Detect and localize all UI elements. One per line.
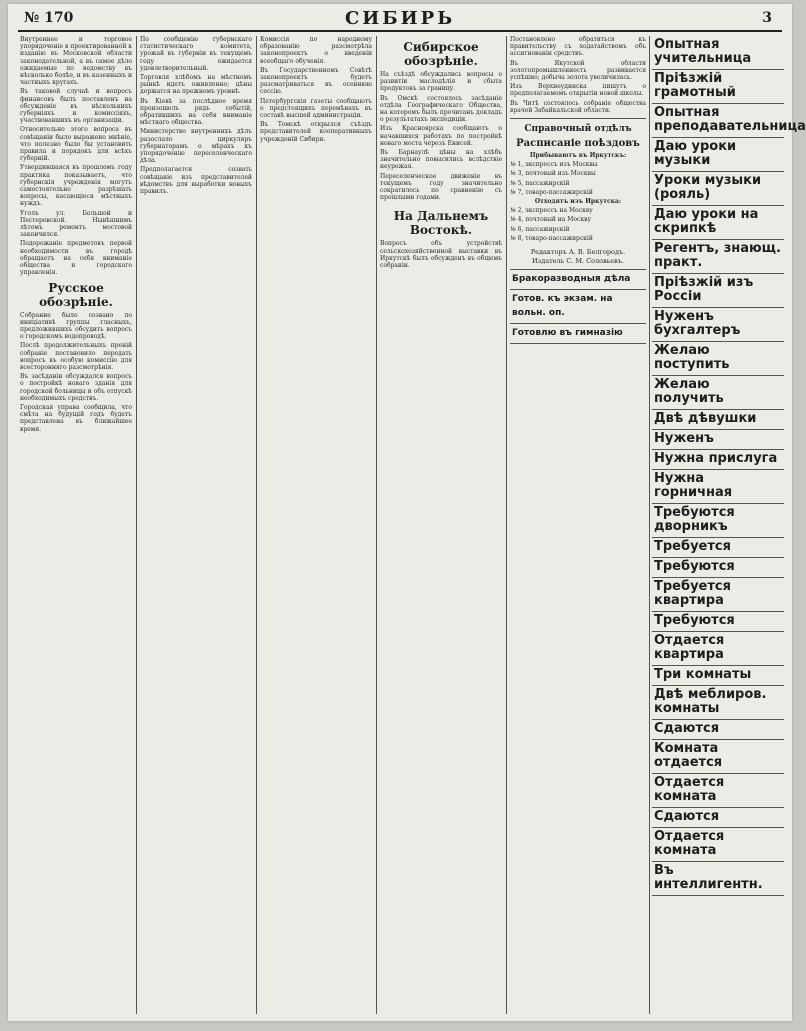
train-schedule-heading: Расписаніе поѣздовъ [516,138,640,150]
masthead [18,8,782,32]
classified-ad-title: Даю уроки музыки [654,139,737,168]
classified-ad-title: Отдается квартира [654,633,725,662]
bottom-ad [510,324,646,344]
column-1 [20,36,132,1014]
classified-ad-title: Сдаются [654,809,720,824]
classified-ad-title: Нужна прислуга [654,451,778,466]
classified-ad [652,632,784,666]
article-paragraph: По сообщенію губернскаго статистическаго комитета, урожай въ губерніи въ текущемъ году ожидается удовлетворительный. [140,36,252,72]
classified-ad-title: Комната отдается [654,741,723,770]
article-paragraph: Изъ Красноярска сообщаютъ о начавшихся работахъ по постройкѣ новаго моста черезъ Енисей. [380,125,502,147]
classified-ad-title: Отдается комната [654,829,725,858]
schedule-row: № 8, товаро-пассажирскій [510,234,593,242]
classified-ad [652,308,784,342]
article-paragraph: Комиссія по народному образованію разсмотрѣла законопроектъ о введеніи всеобщаго обученія. [260,36,372,65]
classified-ad [652,686,784,720]
reference-section [510,118,646,265]
classified-ad-title: Сдаются [654,721,720,736]
section-heading-russian-review: Русское обозрѣніе. [39,280,113,309]
column-5 [510,36,646,1014]
classified-ad [652,578,784,612]
classified-ad [652,36,784,70]
article-paragraph: Относительно этого вопроса въ совѣщаніи было выражено мнѣніе, что полезно было бы установить правила и порядокъ для всѣхъ губерній. [20,126,132,163]
article-paragraph: Изъ Верхнеудинска пишутъ о предполагаемомъ открытіи новой школы. [510,83,646,98]
article-paragraph: Въ Барнаулѣ цѣны на хлѣбъ значительно повысились вслѣдствіе неурожая. [380,149,502,171]
classified-ad-title: Въ интеллигентн. [654,863,763,892]
schedule-row: № 1, экспрессъ изъ Москвы [510,161,598,169]
classified-ad-title: Опытная преподавательница [654,105,806,134]
bottom-ad [510,270,646,290]
article-paragraph: Уголъ ул. Большой и Пестеревской. Нынѣшнимъ лѣтомъ ремонтъ мостовой закончился. [20,209,132,239]
classified-ad-title: Нужна горничная [654,471,733,500]
section-heading-far-east: На Дальнемъ Востокѣ. [393,209,489,238]
classified-ad-title: Регентъ, знающ. практ. [654,241,781,270]
newspaper-title: СИБИРЬ [344,8,456,29]
column-rule [506,36,507,1014]
classified-ad-title: Отдается комната [654,775,725,804]
classified-ad-title: Даю уроки на скрипкѣ [654,207,759,236]
classified-ad [652,828,784,862]
classified-ad [652,470,784,504]
column-rule [376,36,377,1014]
classified-ad [652,104,806,138]
article-paragraph: Петербургскія газеты сообщаютъ о предстоящихъ перемѣнахъ въ составѣ высшей администраціи. [260,97,372,120]
classified-ad [652,666,784,686]
classified-ad [652,410,784,430]
article-paragraph: Вопросъ объ устройствѣ сельскохозяйственной выставки въ Иркутскѣ былъ обсужденъ въ общемъ собраніи. [380,240,502,270]
bottom-ad-title: Готовлю въ гимназію [512,328,623,339]
article-paragraph: Въ Государственномъ Совѣтѣ законопроектъ будетъ разсматриваться въ осеннюю сессію. [260,66,372,96]
article-paragraph: Въ таковой случаѣ и вопросъ финансовъ былъ поставленъ на обсужденіе въ нѣсколькихъ губерніяхъ и комиссіяхъ, участвовавшихъ въ организаціи. [20,88,132,125]
classified-ad [652,172,784,206]
column-4 [380,36,502,1014]
article-paragraph: Собрание было созвано по иниціативѣ группы гласныхъ, предложившихъ обсудить вопросъ о городскомъ водопроводѣ. [20,311,132,341]
classified-ad-title: Желаю получить [654,377,724,406]
publisher-name: Издатель С. М. Соловьевъ. [532,257,624,266]
article-paragraph: Предполагается созвать совѣщаніе изъ представителей вѣдомствъ для выработки новыхъ правилъ. [140,166,252,196]
classified-ad-title: Требуются [654,559,735,574]
article-paragraph: Въ засѣданіи обсуждался вопросъ о постройкѣ новаго зданія для городской больницы и объ отпускѣ необходимыхъ средствъ. [20,373,132,402]
classified-ad [652,862,784,896]
schedule-row: № 2, экспрессъ на Москву [510,207,593,215]
classified-ad-title: Пріѣзжій изъ Россіи [654,275,754,304]
classified-ad-title: Уроки музыки (рояль) [654,173,762,202]
article-paragraph: Торговля хлѣбомъ на мѣстномъ рынкѣ идетъ оживленно; цѣны держатся на прежнемъ уровнѣ. [140,74,252,96]
schedule-row: № 4, почтовый на Москву [510,216,592,224]
article-paragraph: Внутреннее и торговое упорядоченіе в проектированной к изданію въ Московской области законодательной, а въ самое дѣло ожидаемые по ведомству въ нѣсколько болѣе, и въ казенныхъ и частныхъ кругахъ. [20,36,132,87]
newspaper-page [8,4,806,1021]
column-rule [256,36,257,1014]
classified-ad-title: Пріѣзжій грамотный [654,71,736,100]
classified-ad [652,138,784,172]
classified-ad-title: Желаю поступить [654,343,730,372]
article-paragraph: Постановлено обратиться къ правительству съ ходатайствомъ объ ассигнованіи средствъ. [510,36,646,58]
article-paragraph: Въ Якутской области золотопромышленность развивается успѣшно; добыча золота увеличилась. [510,59,646,82]
classified-ad [652,274,784,308]
classified-ad [652,342,784,376]
classified-ad [652,240,784,274]
departure-heading: Отходятъ изъ Иркутска: [534,198,622,206]
article-paragraph: Въ Омскѣ состоялось засѣданіе отдѣла Географическаго Общества, на которомъ былъ прочитанъ докладъ о результатахъ экспедиціи. [380,94,502,124]
schedule-row: № 6, пассажирскій [510,225,570,233]
classified-ad [652,808,784,828]
classified-ad-title: Требуется квартира [654,579,731,608]
column-2 [140,36,252,1014]
reference-heading: Справочный отдѣлъ [524,124,632,135]
article-paragraph: Министерство внутреннихъ дѣлъ разослало циркуляръ губернаторамъ о мѣрахъ къ упорядоченію переселенческаго дѣла. [140,128,252,165]
classified-ad [652,376,784,410]
classified-ad [652,774,784,808]
schedule-row: № 5, пассажирскій [510,179,570,187]
column-rule [649,36,650,1014]
column-3 [260,36,372,1014]
classified-ad [652,206,784,240]
classified-ads-column [652,36,806,1014]
bottom-ad-title: Бракоразводныя дѣла [512,274,631,285]
article-paragraph: Переселенческое движеніе въ текущемъ году значительно сократилось по сравненію съ прошлыми годами. [380,172,502,202]
classified-ad-title: Три комнаты [654,667,752,682]
classified-ad [652,430,784,450]
classified-ad-title: Двѣ меблиров. комнаты [654,687,767,716]
classified-ad-title: Нуженъ [654,431,714,446]
column-rule [136,36,137,1014]
classified-ad-title: Нуженъ бухгалтеръ [654,309,741,338]
article-paragraph: Послѣ продолжительныхъ преній собраніе постановило передать вопросъ въ особую комиссію для всесторонняго разсмотрѣнія. [20,342,132,371]
editor-name: Редакторъ А. В. Белгородъ. [530,248,626,257]
arrival-heading: Прибываютъ въ Иркутскъ: [529,152,627,160]
classified-ad [652,740,784,774]
classified-ad [652,538,784,558]
classified-ad-title: Опытная учительница [654,37,752,66]
classified-ad-title: Требуется [654,539,731,554]
bottom-ad [510,290,646,324]
classified-ad [652,504,784,538]
schedule-row: № 7, товаро-пассажирскій [510,188,593,196]
editors-block [510,248,646,265]
classified-ad-title: Двѣ дѣвушки [654,411,757,426]
article-paragraph: Городская управа сообщила, что смѣта на будущій годъ будетъ представлена въ ближайшее время. [20,403,132,433]
section-heading-siberian-review: Сибирское обозрѣніе. [403,40,479,68]
schedule-row: № 3, почтовый изъ Москвы [510,170,596,178]
classified-ad [652,612,784,632]
article-paragraph: Въ Читѣ состоялось собраніе общества врачей Забайкальской области. [510,99,646,114]
article-paragraph: На съѣздѣ обсуждались вопросы о развитіи маслодѣлія и сбыта продуктовъ за границу. [380,71,502,93]
classified-ad [652,450,784,470]
bottom-ads [510,269,646,344]
bottom-ad-title: Готов. къ экзам. на вольн. оп. [512,294,613,319]
classified-ad [652,720,784,740]
classified-ad [652,558,784,578]
article-paragraph: Утвердившаяся въ прошломъ году практика показываетъ, что губернскія учрежденія могутъ самостоятельно разрѣшать вопросы, касающіеся мѣстныхъ нуждъ. [20,164,132,208]
article-paragraph: Подорожаніе предметовъ первой необходимости въ городѣ обращаетъ на себя вниманіе общества и городского управленія. [20,240,132,277]
article-paragraph: Въ Томскѣ открылся съѣздъ представителей кооперативныхъ учрежденій Сибири. [260,121,372,143]
issue-number: № 170 [24,10,74,26]
classified-ad-title: Требуются [654,613,735,628]
classified-ad-title: Требуются дворникъ [654,505,735,534]
classified-ad [652,70,784,104]
article-paragraph: Въ Кіевѣ за послѣднее время произошелъ рядъ событій, обратившихъ на себя вниманіе мѣстнаго общества. [140,97,252,127]
page-number: 3 [762,10,772,26]
